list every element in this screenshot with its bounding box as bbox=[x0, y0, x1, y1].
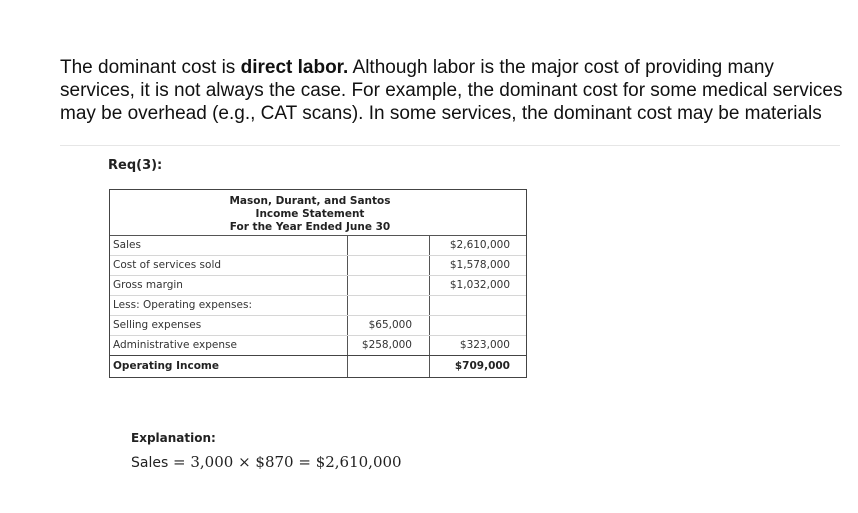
table-row bbox=[110, 256, 526, 276]
row-label: Administrative expense bbox=[113, 339, 237, 351]
intro-text-end: Although labor is the major cost of providing many services, it is not always the case. For example, the dominant cost for some medical services may be overhead (e.g., CAT scans). In some services, the dominant cost may be materials bbox=[60, 57, 843, 124]
table-row bbox=[110, 336, 526, 356]
row-right-value: $323,000 bbox=[459, 339, 510, 351]
intro-bold-term: direct labor. bbox=[240, 57, 349, 78]
table-row bbox=[110, 276, 526, 296]
intro-paragraph bbox=[60, 56, 850, 125]
table-row bbox=[110, 296, 526, 316]
explanation-title: Explanation: bbox=[131, 431, 216, 445]
row-right-value: $1,032,000 bbox=[449, 279, 510, 291]
row-label: Gross margin bbox=[113, 279, 183, 291]
explanation-equation bbox=[131, 453, 402, 471]
row-mid-value: $65,000 bbox=[368, 319, 412, 331]
requirement-label: Req(3): bbox=[108, 158, 163, 173]
row-mid-value: $258,000 bbox=[361, 339, 412, 351]
statement-company: Mason, Durant, and Santos bbox=[229, 195, 391, 207]
row-label: Less: Operating expenses: bbox=[113, 299, 252, 311]
equation-label: Sales bbox=[131, 455, 169, 471]
statement-title: Income Statement bbox=[255, 208, 365, 220]
table-row-total bbox=[110, 357, 526, 377]
row-right-value: $2,610,000 bbox=[449, 239, 510, 251]
row-label: Operating Income bbox=[113, 360, 219, 372]
table-row bbox=[110, 236, 526, 256]
table-row bbox=[110, 316, 526, 336]
intro-text-start: The dominant cost is bbox=[60, 57, 241, 78]
income-statement-table bbox=[109, 189, 527, 378]
statement-header bbox=[110, 190, 526, 236]
row-right-value: $1,578,000 bbox=[449, 259, 510, 271]
equation-body: = 3,000 × $870 = $2,610,000 bbox=[168, 453, 402, 471]
row-right-value: $709,000 bbox=[454, 360, 510, 372]
divider bbox=[60, 145, 840, 146]
row-label: Sales bbox=[113, 239, 141, 251]
statement-period: For the Year Ended June 30 bbox=[229, 221, 391, 233]
row-label: Selling expenses bbox=[113, 319, 202, 331]
row-label: Cost of services sold bbox=[113, 259, 222, 271]
